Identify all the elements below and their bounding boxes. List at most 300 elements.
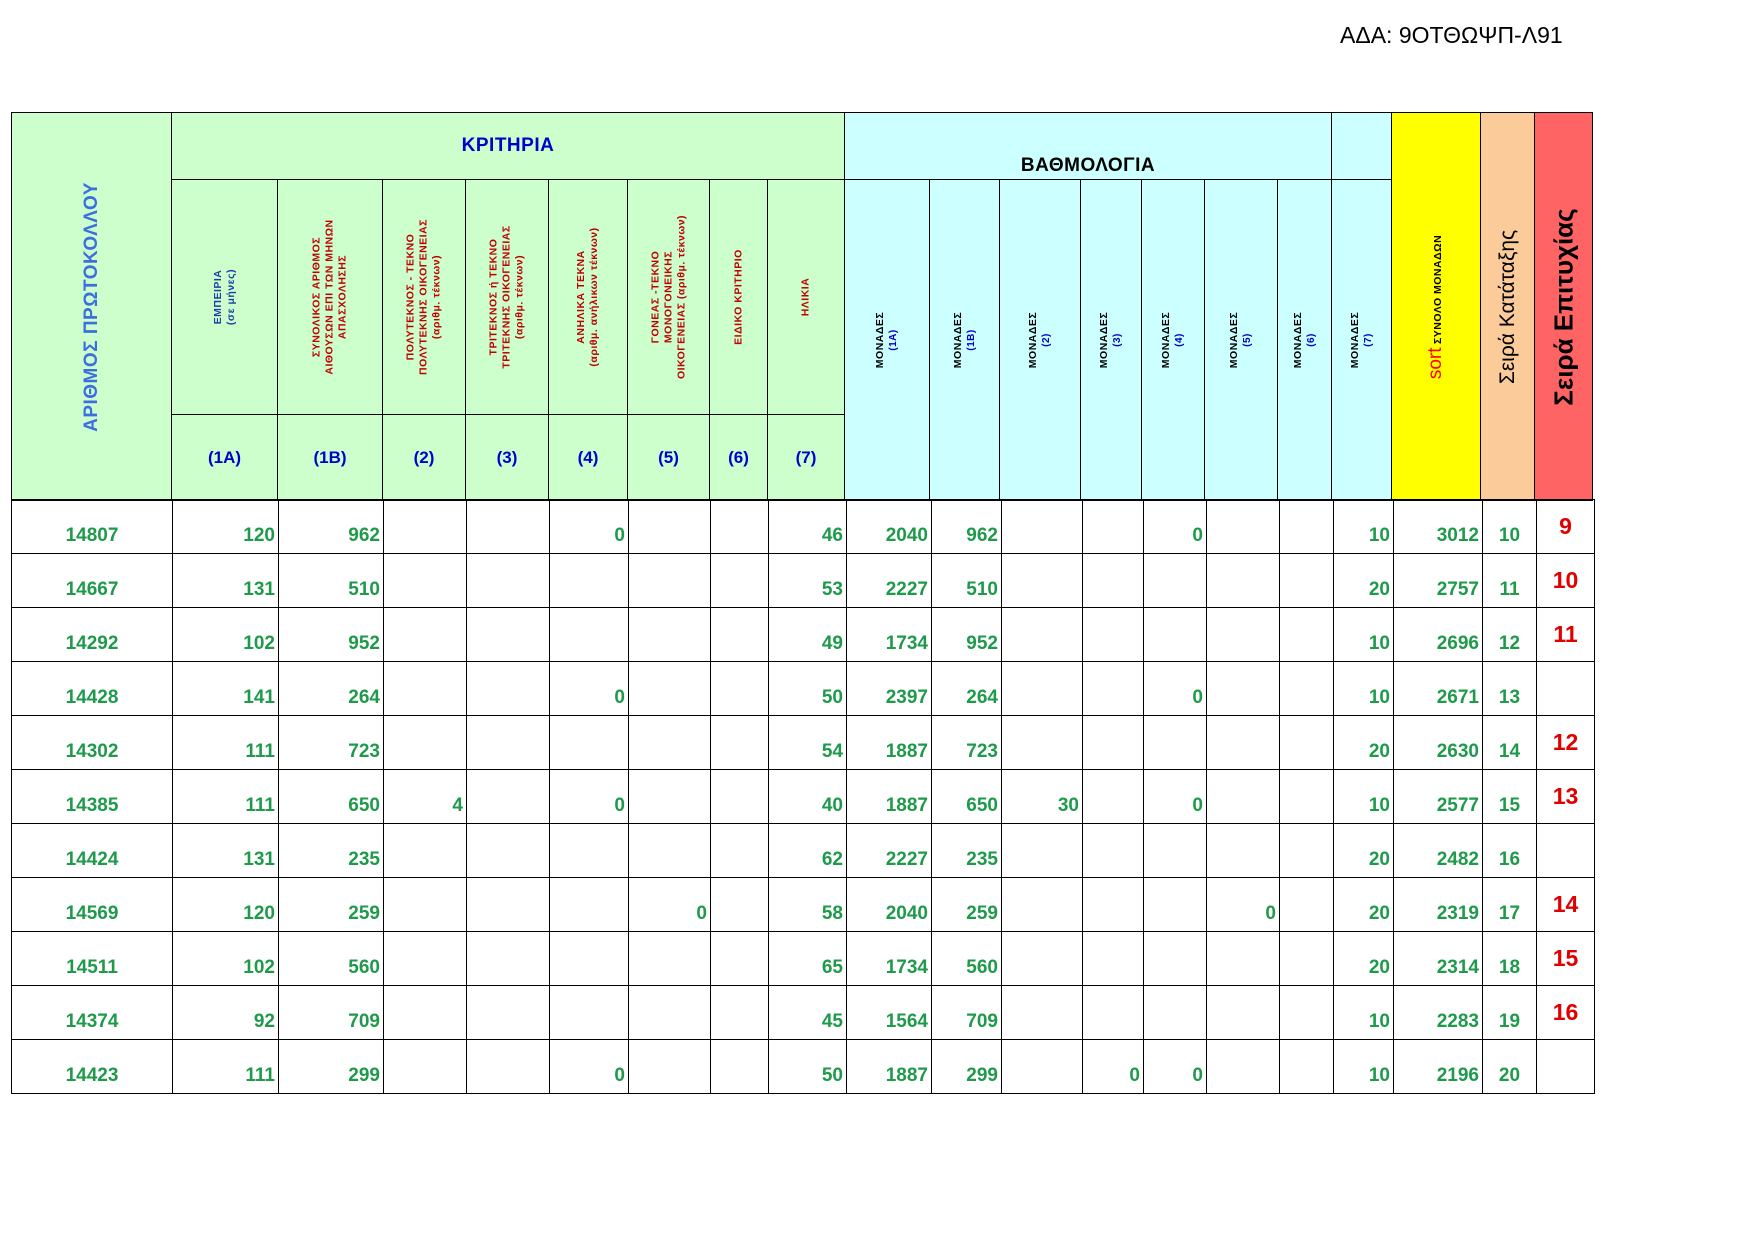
cell-crit-3 (467, 770, 550, 824)
monades-2-code: (2) (1041, 333, 1052, 347)
cell-crit-1b: 299 (279, 1040, 384, 1094)
cell-monades-2 (1002, 500, 1083, 554)
cell-monades-4 (1144, 932, 1207, 986)
cell-crit-5 (629, 662, 711, 716)
cell-total: 2671 (1394, 662, 1483, 716)
cell-crit-7: 65 (769, 932, 847, 986)
cell-crit-7: 62 (769, 824, 847, 878)
cell-crit-1a: 120 (173, 878, 279, 932)
cell-monades-1a: 2227 (847, 824, 932, 878)
cell-crit-2 (384, 554, 467, 608)
cell-success: 14 (1537, 878, 1595, 932)
cell-monades-3 (1083, 500, 1144, 554)
cell-crit-3 (467, 824, 550, 878)
cell-monades-5 (1207, 986, 1280, 1040)
total-label: ΣΥΝΟΛΟ ΜΟΝΑΔΩΝ (1432, 234, 1444, 344)
crit-5-line2: ΜΟΝΟΓΟΝΕΙΚΗΣ (662, 250, 674, 344)
cell-monades-5 (1207, 770, 1280, 824)
cell-crit-1a: 111 (173, 1040, 279, 1094)
cell-crit-1a: 131 (173, 824, 279, 878)
grading-header-extra (1331, 112, 1392, 180)
cell-crit-6 (711, 500, 769, 554)
cell-crit-3 (467, 500, 550, 554)
cell-rank: 11 (1483, 554, 1537, 608)
cell-total: 2314 (1394, 932, 1483, 986)
cell-crit-4 (550, 878, 629, 932)
crit-3-line1: ΤΡΙΤΕΚΝΟΣ ή ΤΕΚΝΟ (487, 238, 500, 356)
cell-protocol: 14424 (12, 824, 173, 878)
cell-monades-1a: 1887 (847, 716, 932, 770)
cell-crit-6 (711, 1040, 769, 1094)
cell-crit-6 (711, 986, 769, 1040)
cell-crit-2 (384, 608, 467, 662)
cell-crit-1b: 560 (279, 932, 384, 986)
cell-monades-4: 0 (1144, 662, 1207, 716)
cell-crit-4: 0 (550, 770, 629, 824)
table-row (12, 554, 1595, 608)
monades-5-code: (5) (1242, 333, 1253, 347)
crit-code-4-text: (4) (577, 447, 599, 467)
cell-protocol: 14385 (12, 770, 173, 824)
table-row (12, 1040, 1595, 1094)
cell-crit-1b: 259 (279, 878, 384, 932)
cell-monades-4: 0 (1144, 1040, 1207, 1094)
cell-monades-2 (1002, 878, 1083, 932)
crit-1b-line2: ΑΙΘΟΥΣΩΝ ΕΠΙ ΤΩΝ ΜΗΝΩΝ (323, 219, 336, 375)
monades-col-3 (1080, 179, 1142, 501)
monades-2-label: ΜΟΝΑΔΕΣ (1027, 311, 1039, 369)
cell-monades-2 (1002, 554, 1083, 608)
cell-rank: 20 (1483, 1040, 1537, 1094)
cell-protocol: 14511 (12, 932, 173, 986)
cell-monades-7: 10 (1334, 770, 1394, 824)
cell-crit-2 (384, 932, 467, 986)
monades-col-4 (1141, 179, 1205, 501)
cell-crit-1a: 120 (173, 500, 279, 554)
cell-monades-7: 10 (1334, 1040, 1394, 1094)
cell-crit-6 (711, 878, 769, 932)
cell-monades-3 (1083, 824, 1144, 878)
cell-crit-1a: 102 (173, 932, 279, 986)
cell-monades-7: 20 (1334, 554, 1394, 608)
cell-monades-5 (1207, 662, 1280, 716)
rank-header (1480, 112, 1535, 501)
cell-crit-7: 40 (769, 770, 847, 824)
cell-protocol: 14292 (12, 608, 173, 662)
cell-crit-4 (550, 716, 629, 770)
cell-monades-3: 0 (1083, 1040, 1144, 1094)
cell-success (1537, 662, 1595, 716)
protocol-label: ΑΡΙΘΜΟΣ ΠΡΩΤΟΚΟΛΛΟΥ (80, 181, 102, 432)
cell-monades-5: 0 (1207, 878, 1280, 932)
ada-code: ΑΔΑ: 9ΟΤΘΩΨΠ-Λ91 (1340, 22, 1563, 48)
cell-crit-4: 0 (550, 500, 629, 554)
cell-protocol: 14374 (12, 986, 173, 1040)
cell-crit-3 (467, 1040, 550, 1094)
cell-crit-7: 46 (769, 500, 847, 554)
crit-col-2 (382, 179, 466, 415)
cell-crit-1b: 709 (279, 986, 384, 1040)
cell-crit-4 (550, 932, 629, 986)
cell-crit-4 (550, 608, 629, 662)
cell-monades-5 (1207, 554, 1280, 608)
table-row (12, 500, 1595, 554)
cell-success (1537, 1040, 1595, 1094)
crit-2-line1: ΠΟΛΥΤΕΚΝΟΣ - ΤΕΚΝΟ (404, 233, 417, 361)
cell-monades-2 (1002, 824, 1083, 878)
cell-crit-5: 0 (629, 878, 711, 932)
cell-crit-1b: 650 (279, 770, 384, 824)
cell-monades-6 (1280, 770, 1334, 824)
cell-monades-6 (1280, 716, 1334, 770)
cell-success: 11 (1537, 608, 1595, 662)
cell-success: 13 (1537, 770, 1595, 824)
sort-word: sort (1425, 346, 1446, 379)
cell-success: 10 (1537, 554, 1595, 608)
cell-monades-6 (1280, 554, 1334, 608)
table-row (12, 716, 1595, 770)
crit-code-1b (277, 414, 383, 501)
cell-monades-2 (1002, 716, 1083, 770)
cell-crit-1b: 962 (279, 500, 384, 554)
cell-monades-3 (1083, 716, 1144, 770)
monades-6-code: (6) (1305, 333, 1317, 347)
crit-code-7 (767, 414, 845, 501)
cell-protocol: 14302 (12, 716, 173, 770)
cell-monades-1b: 235 (932, 824, 1002, 878)
cell-rank: 16 (1483, 824, 1537, 878)
monades-1a-label: ΜΟΝΑΔΕΣ (874, 311, 886, 369)
cell-rank: 13 (1483, 662, 1537, 716)
cell-monades-4 (1144, 608, 1207, 662)
crit-col-1b (277, 179, 383, 415)
crit-4-line1: ΑΝΗΛΙΚΑ ΤΕΚΝΑ (575, 250, 587, 344)
cell-monades-6 (1280, 662, 1334, 716)
total-header (1391, 112, 1481, 501)
cell-crit-1b: 510 (279, 554, 384, 608)
cell-monades-3 (1083, 932, 1144, 986)
cell-monades-2 (1002, 662, 1083, 716)
cell-crit-3 (467, 986, 550, 1040)
crit-col-5 (627, 179, 710, 415)
table-row (12, 662, 1595, 716)
cell-monades-3 (1083, 986, 1144, 1040)
cell-monades-4 (1144, 554, 1207, 608)
crit-code-2 (382, 414, 466, 501)
crit-6-line1: ΕΙΔΙΚΟ ΚΡΙΤΗΡΙΟ (732, 249, 744, 345)
monades-6-label: ΜΟΝΑΔΕΣ (1291, 311, 1304, 369)
cell-monades-3 (1083, 608, 1144, 662)
cell-monades-6 (1280, 932, 1334, 986)
crit-1a-line2: (σε μήνες) (224, 268, 237, 326)
crit-code-3 (465, 414, 549, 501)
cell-monades-5 (1207, 1040, 1280, 1094)
cell-crit-6 (711, 932, 769, 986)
cell-crit-4: 0 (550, 662, 629, 716)
monades-7-label: ΜΟΝΑΔΕΣ (1348, 311, 1361, 369)
cell-monades-2 (1002, 608, 1083, 662)
grading-header (844, 112, 1332, 180)
monades-3-label: ΜΟΝΑΔΕΣ (1098, 311, 1110, 369)
cell-protocol: 14667 (12, 554, 173, 608)
cell-monades-5 (1207, 500, 1280, 554)
cell-crit-4: 0 (550, 1040, 629, 1094)
cell-crit-4 (550, 824, 629, 878)
cell-monades-3 (1083, 662, 1144, 716)
crit-code-1a (171, 414, 278, 501)
cell-monades-2: 30 (1002, 770, 1083, 824)
cell-protocol: 14807 (12, 500, 173, 554)
crit-1b-line1: ΣΥΝΟΛΙΚΟΣ ΑΡΙΘΜΟΣ (310, 236, 323, 358)
cell-monades-1a: 1887 (847, 770, 932, 824)
crit-4-line2: (αριθμ. ανήλικων τέκνων) (588, 227, 600, 367)
cell-monades-7: 20 (1334, 878, 1394, 932)
crit-code-4 (548, 414, 628, 501)
crit-col-3 (465, 179, 549, 415)
cell-monades-7: 10 (1334, 662, 1394, 716)
cell-total: 2696 (1394, 608, 1483, 662)
cell-crit-2 (384, 824, 467, 878)
cell-monades-7: 20 (1334, 824, 1394, 878)
crit-3-line2: ΤΡΙΤΕΚΝΗΣ ΟΙΚΟΓΕΝΕΙΑΣ (500, 225, 513, 369)
cell-rank: 10 (1483, 500, 1537, 554)
cell-total: 2482 (1394, 824, 1483, 878)
cell-monades-2 (1002, 932, 1083, 986)
cell-crit-1b: 235 (279, 824, 384, 878)
cell-monades-1a: 2397 (847, 662, 932, 716)
monades-col-5 (1204, 179, 1278, 501)
crit-code-1a-text: (1Α) (207, 447, 242, 467)
cell-monades-1b: 650 (932, 770, 1002, 824)
cell-monades-1a: 2040 (847, 878, 932, 932)
cell-total: 2319 (1394, 878, 1483, 932)
cell-total: 3012 (1394, 500, 1483, 554)
cell-monades-5 (1207, 608, 1280, 662)
results-table (11, 499, 1595, 1094)
cell-total: 2630 (1394, 716, 1483, 770)
cell-monades-3 (1083, 554, 1144, 608)
cell-monades-1a: 2040 (847, 500, 932, 554)
cell-crit-3 (467, 716, 550, 770)
cell-crit-5 (629, 932, 711, 986)
cell-monades-5 (1207, 932, 1280, 986)
cell-monades-1a: 2227 (847, 554, 932, 608)
cell-crit-3 (467, 932, 550, 986)
grading-label: ΒΑΘΜΟΛΟΓΙΑ (1020, 155, 1156, 176)
monades-3-code: (3) (1112, 333, 1123, 347)
cell-monades-5 (1207, 824, 1280, 878)
cell-crit-7: 54 (769, 716, 847, 770)
cell-crit-1a: 111 (173, 770, 279, 824)
cell-monades-1b: 723 (932, 716, 1002, 770)
cell-crit-7: 50 (769, 662, 847, 716)
crit-3-line3: (αριθμ. τέκνων) (513, 254, 526, 340)
monades-1b-label: ΜΟΝΑΔΕΣ (951, 311, 964, 369)
cell-monades-3 (1083, 878, 1144, 932)
cell-monades-4 (1144, 716, 1207, 770)
cell-monades-1b: 962 (932, 500, 1002, 554)
cell-total: 2196 (1394, 1040, 1483, 1094)
monades-5-label: ΜΟΝΑΔΕΣ (1228, 311, 1240, 369)
cell-monades-1b: 510 (932, 554, 1002, 608)
cell-crit-7: 45 (769, 986, 847, 1040)
cell-crit-5 (629, 554, 711, 608)
cell-crit-1a: 111 (173, 716, 279, 770)
cell-monades-7: 20 (1334, 716, 1394, 770)
cell-monades-1a: 1734 (847, 932, 932, 986)
cell-monades-2 (1002, 986, 1083, 1040)
cell-monades-6 (1280, 878, 1334, 932)
crit-code-5 (627, 414, 710, 501)
monades-col-2 (999, 179, 1081, 501)
cell-crit-1a: 141 (173, 662, 279, 716)
cell-monades-5 (1207, 716, 1280, 770)
crit-2-line2: ΠΟΛΥΤΕΚΝΗΣ ΟΙΚΟΓΕΝΕΙΑΣ (417, 219, 430, 375)
cell-monades-7: 20 (1334, 932, 1394, 986)
cell-crit-4 (550, 986, 629, 1040)
cell-crit-4 (550, 554, 629, 608)
crit-2-line3: (αριθμ. τέκνων) (430, 254, 443, 340)
cell-crit-1a: 131 (173, 554, 279, 608)
cell-protocol: 14569 (12, 878, 173, 932)
monades-4-code: (4) (1174, 333, 1185, 347)
cell-monades-4 (1144, 824, 1207, 878)
cell-crit-3 (467, 554, 550, 608)
crit-code-7-text: (7) (795, 447, 817, 467)
cell-monades-1a: 1564 (847, 986, 932, 1040)
cell-success: 9 (1537, 500, 1595, 554)
cell-crit-6 (711, 716, 769, 770)
cell-monades-1b: 952 (932, 608, 1002, 662)
cell-monades-7: 10 (1334, 608, 1394, 662)
monades-col-1a (844, 179, 930, 501)
monades-1a-code: (1Α) (888, 329, 899, 351)
crit-code-6 (709, 414, 768, 501)
crit-col-4 (548, 179, 628, 415)
cell-total: 2283 (1394, 986, 1483, 1040)
cell-monades-4 (1144, 878, 1207, 932)
cell-monades-6 (1280, 986, 1334, 1040)
cell-crit-6 (711, 608, 769, 662)
cell-monades-3 (1083, 770, 1144, 824)
cell-success: 15 (1537, 932, 1595, 986)
cell-crit-1b: 952 (279, 608, 384, 662)
cell-monades-1b: 709 (932, 986, 1002, 1040)
cell-crit-3 (467, 878, 550, 932)
monades-col-7 (1331, 179, 1392, 501)
cell-protocol: 14423 (12, 1040, 173, 1094)
cell-success (1537, 824, 1595, 878)
monades-1b-code: (1Β) (965, 329, 977, 351)
success-header (1534, 112, 1593, 501)
cell-crit-5 (629, 716, 711, 770)
monades-4-label: ΜΟΝΑΔΕΣ (1160, 311, 1172, 369)
cell-total: 2577 (1394, 770, 1483, 824)
cell-crit-1a: 92 (173, 986, 279, 1040)
cell-monades-6 (1280, 1040, 1334, 1094)
cell-monades-7: 10 (1334, 500, 1394, 554)
cell-crit-1b: 264 (279, 662, 384, 716)
monades-7-code: (7) (1362, 333, 1374, 347)
cell-monades-4 (1144, 986, 1207, 1040)
cell-crit-6 (711, 554, 769, 608)
cell-crit-1a: 102 (173, 608, 279, 662)
cell-monades-1a: 1887 (847, 1040, 932, 1094)
table-row (12, 878, 1595, 932)
cell-monades-1b: 299 (932, 1040, 1002, 1094)
cell-crit-7: 49 (769, 608, 847, 662)
cell-crit-7: 58 (769, 878, 847, 932)
cell-crit-5 (629, 824, 711, 878)
crit-1a-line1: ΕΜΠΕΙΡΙΑ (211, 269, 224, 325)
cell-crit-1b: 723 (279, 716, 384, 770)
cell-rank: 12 (1483, 608, 1537, 662)
crit-5-line3: ΟΙΚΟΓΕΝΕΙΑΣ (αριθμ. τέκνων) (675, 214, 687, 380)
cell-crit-3 (467, 608, 550, 662)
rank-label: Σειρά Κατάταξης (1495, 229, 1519, 384)
crit-code-3-text: (3) (496, 447, 518, 467)
cell-rank: 18 (1483, 932, 1537, 986)
cell-monades-4: 0 (1144, 770, 1207, 824)
cell-protocol: 14428 (12, 662, 173, 716)
cell-monades-7: 10 (1334, 986, 1394, 1040)
cell-crit-5 (629, 1040, 711, 1094)
cell-crit-2 (384, 878, 467, 932)
cell-rank: 15 (1483, 770, 1537, 824)
crit-code-6-text: (6) (728, 447, 749, 467)
cell-monades-1b: 264 (932, 662, 1002, 716)
cell-monades-1a: 1734 (847, 608, 932, 662)
table-row (12, 770, 1595, 824)
criteria-label: ΚΡΙΤΗΡΙΑ (461, 135, 555, 156)
protocol-header (11, 112, 172, 501)
cell-crit-6 (711, 770, 769, 824)
cell-rank: 19 (1483, 986, 1537, 1040)
crit-code-1b-text: (1Β) (313, 447, 347, 467)
table-row (12, 824, 1595, 878)
cell-monades-1b: 560 (932, 932, 1002, 986)
crit-5-line1: ΓΟΝΕΑΣ -ΤΕΚΝΟ (649, 250, 661, 344)
cell-total: 2757 (1394, 554, 1483, 608)
cell-rank: 14 (1483, 716, 1537, 770)
cell-crit-2 (384, 1040, 467, 1094)
crit-7-line1: ΗΛΙΚΙΑ (799, 277, 812, 317)
cell-crit-2 (384, 500, 467, 554)
table-row (12, 932, 1595, 986)
cell-rank: 17 (1483, 878, 1537, 932)
cell-crit-5 (629, 770, 711, 824)
cell-success: 12 (1537, 716, 1595, 770)
crit-col-6 (709, 179, 768, 415)
monades-col-6 (1277, 179, 1332, 501)
crit-col-7 (767, 179, 845, 415)
cell-crit-6 (711, 662, 769, 716)
cell-monades-1b: 259 (932, 878, 1002, 932)
cell-monades-6 (1280, 608, 1334, 662)
monades-col-1b (929, 179, 1000, 501)
cell-crit-6 (711, 824, 769, 878)
cell-crit-5 (629, 608, 711, 662)
cell-success: 16 (1537, 986, 1595, 1040)
crit-1b-line3: ΑΠΑΣΧΟΛΗΣΗΣ (336, 254, 349, 340)
cell-crit-2 (384, 662, 467, 716)
cell-monades-6 (1280, 500, 1334, 554)
cell-monades-2 (1002, 1040, 1083, 1094)
cell-crit-7: 50 (769, 1040, 847, 1094)
cell-crit-5 (629, 500, 711, 554)
cell-monades-6 (1280, 824, 1334, 878)
table-row (12, 986, 1595, 1040)
